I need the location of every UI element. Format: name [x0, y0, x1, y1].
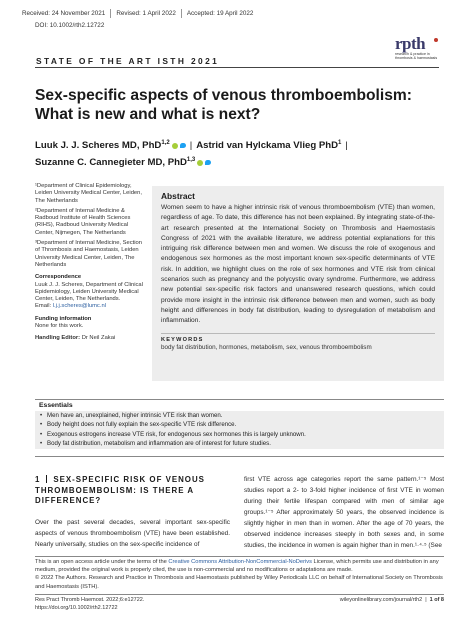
essentials-item: • Exogenous estrogens increase VTE risk, for endogenous sex hormones this is largely unknown.: [35, 430, 444, 439]
abstract-box: [152, 186, 444, 381]
affiliation: ³Department of Internal Medicine, Section of Thrombosis and Haemostasis, Leiden University Medical Center, Leiden, The Netherlands: [35, 240, 142, 268]
article-title: Sex-specific aspects of venous thromboembolism: What is new and what is next?: [35, 87, 412, 123]
citation-text: Res Pract Thromb Haemost. 2022;6:e12722.: [35, 597, 145, 603]
author-name[interactable]: Suzanne C. Cannegieter MD, PhD: [35, 157, 187, 169]
essentials-box: [35, 399, 444, 457]
essentials-item: • Body fat distribution, metabolism and inflammation are of interest for future studies.: [35, 439, 444, 448]
abstract-text: Women seem to have a higher intrinsic risk of venous thromboembolism (VTE) than women, regardless of age. To date, this difference has not been explained. By integrating state-of-the-art research presented at the International Society on Thrombosis and Haemostasis Congress of 2021 with the available literature, we address potential explanations for this intriguing risk difference between men and women. We discuss the role of exogenous and endogenous sex hormones as the most important known sex-specific determinants of VTE risk. In addition, we highlight clues on the role of sex hormones and VTE risk from clinical scenarios such as pregnancy and the polycystic ovary syndrome. Furthermore, we address new potential sex-specific risk factors and unanswered research questions, which could provide more insight in the intrinsic risk difference between men and women, such as body height and differences in body fat distribution, leading to dysregulation of metabolism and inflammation.: [161, 204, 435, 325]
twitter-icon[interactable]: [205, 160, 211, 165]
correspondence-email-line: [35, 303, 147, 310]
license-line: [35, 558, 444, 574]
orcid-icon[interactable]: [172, 143, 178, 149]
section-title: SEX-SPECIFIC RISK OF VENOUS THROMBOEMBOLISM: IS THERE A DIFFERENCE?: [35, 475, 205, 505]
footer-divider: [35, 594, 444, 595]
orcid-icon[interactable]: [197, 160, 203, 166]
doi-link[interactable]: DOI: 10.1002/rth2.12722: [35, 22, 105, 29]
received-date: Received: 24 November 2021: [22, 9, 106, 17]
author-list: [35, 136, 445, 170]
footer-citation: [35, 597, 144, 612]
author-name[interactable]: Astrid van Hylckama Vlieg PhD: [196, 140, 339, 152]
essentials-item: • Men have an, unexplained, higher intrinsic VTE risk than women.: [35, 411, 444, 420]
editor-label: Handling Editor:: [35, 335, 81, 342]
revised-date: Revised: 1 April 2022: [116, 9, 176, 17]
author-separator: |: [189, 140, 193, 152]
article-dates: [22, 6, 253, 20]
essentials-list: [35, 411, 444, 449]
header-divider: [35, 67, 439, 68]
license-divider: [35, 556, 444, 557]
logo-subtitle: research & practice in thrombosis & haemostasis: [395, 52, 438, 60]
editor-name: Dr Neil Zakai: [80, 335, 116, 342]
funding-label: Funding information: [35, 315, 92, 322]
copyright-line: © 2022 The Authors. Research and Practice in Thrombosis and Haemostasis published by Wiley Periodicals LLC on behalf of International Society on Thrombosis and Haemostasis (ISTH).: [35, 575, 443, 590]
article-sidebar: [35, 183, 147, 343]
footer-meta: [320, 597, 444, 603]
keywords-list: body fat distribution, hormones, metabolism, sex, venous thromboembolism: [161, 343, 372, 351]
doi-url-link[interactable]: https://doi.org/10.1002/rth2.12722: [35, 604, 118, 611]
correspondence-text: Luuk J. J. Scheres, Department of Clinical Epidemiology, Leiden University Medical Center, Leiden, The Netherlands.: [35, 281, 143, 303]
funding-text: None for this work.: [35, 323, 84, 330]
author-affiliation-sup: 1,2: [161, 140, 170, 146]
author-separator: |: [345, 140, 348, 152]
section-heading: [35, 475, 230, 507]
license-link[interactable]: Creative Commons Attribution-NonCommercial-NoDerivs: [168, 559, 312, 565]
license-notice: [35, 558, 444, 591]
date-divider: [110, 9, 111, 18]
logo-wordmark: rpth: [395, 34, 426, 53]
journal-logo[interactable]: [395, 36, 440, 64]
abstract-title: Abstract: [161, 191, 195, 201]
correspondence-label: Correspondence: [35, 274, 82, 281]
accepted-date: Accepted: 19 April 2022: [186, 9, 254, 17]
site-link[interactable]: wileyonlinelibrary.com/journal/rth2: [339, 597, 423, 603]
body-paragraph-right: first VTE across age categories report the same pattern.¹⁻⁵ Most studies report a 2- to 3-fold higher incidence of first VTE in women during their fertile lifespan compared with men of similar age groups.¹⁻⁵ After approximately 50 years, the observed incidence is slightly higher in men than in women. After the age of 70 years, the observed incidence increases steeply in both sexes and, in some studies, the incidence in women is again higher than in men.¹·⁴·⁵ (See: [244, 476, 444, 549]
email-link[interactable]: l.j.j.scheres@lumc.nl: [52, 303, 106, 310]
affiliation: ²Department of Internal Medicine & Radboud Institute of Health Sciences (RIHS), Radboud University Medical Center, Nijmegen, The Netherlands: [35, 207, 131, 236]
handling-editor: [35, 335, 147, 342]
date-divider: [181, 9, 182, 18]
keywords-label: KEYWORDS: [161, 336, 204, 343]
author-affiliation-sup: 1: [338, 140, 342, 146]
section-divider: [46, 475, 47, 483]
section-number: 1: [35, 475, 41, 484]
footer-separator: |: [425, 597, 427, 603]
essentials-title: Essentials: [39, 402, 73, 409]
logo-dot-icon: [434, 38, 438, 42]
author-affiliation-sup: 1,3: [186, 157, 196, 164]
author-name[interactable]: Luuk J. J. Scheres MD, PhD: [35, 140, 162, 152]
keywords-divider: [161, 333, 435, 334]
email-prefix: Email:: [35, 303, 53, 310]
article-category: STATE OF THE ART ISTH 2021: [36, 56, 220, 66]
license-suffix: License, which permits use and distribution in any medium, provided the original work is properly cited, the use is non-commercial and no modifications or adaptations are made.: [35, 559, 439, 574]
page-number: 1 of 8: [429, 597, 444, 603]
license-prefix: This is an open access article under the terms of the: [35, 559, 169, 565]
essentials-item: • Body height does not fully explain the sex-specific VTE risk difference.: [35, 420, 444, 429]
affiliation: ¹Department of Clinical Epidemiology, Leiden University Medical Center, Leiden, The Netherlands: [35, 183, 142, 204]
body-paragraph-left: Over the past several decades, several important sex-specific aspects of venous thromboembolism (VTE) have been established. Nearly universally, studies on the sex-specific incidence of: [35, 519, 230, 548]
twitter-icon[interactable]: [180, 143, 186, 148]
